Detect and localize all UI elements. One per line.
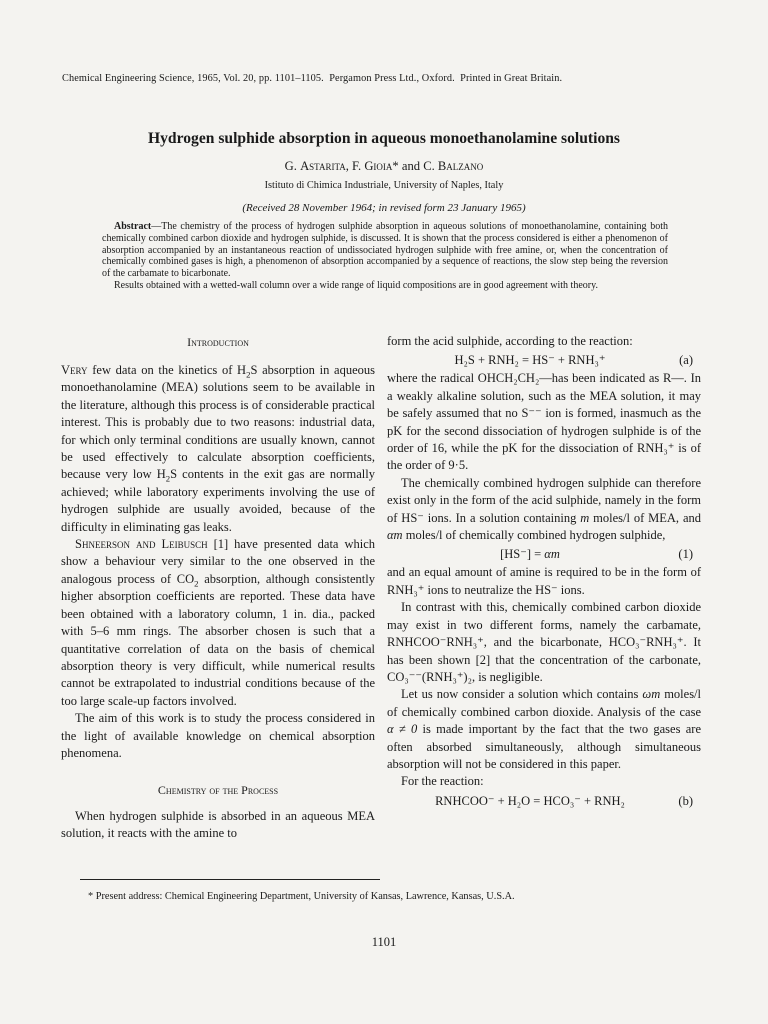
author-astarita: Astarita bbox=[300, 159, 346, 173]
intro-paragraph-3: The aim of this work is to study the process considered in the light of available knowledge on chemical absorption phenomena. bbox=[61, 711, 375, 760]
printed-in: Printed in Great Britain. bbox=[460, 73, 563, 84]
radical-paragraph: where the radical OHCH₂CH₂—has been indicated as R—. In a weakly alkaline solution, such as the MEA solution, it may be safely assumed that no S⁻⁻ ion is formed, inasmuch as the pK for the second dissociation of hydrogen sulphide is of the order of 16, while the pK for the dissociation of RNH₃⁺ is of the order of 9·5. bbox=[387, 371, 701, 473]
combined-co2-paragraph: Let us now consider a solution which contains ωm moles/l of chemically combined carbon dioxide. Analysis of the case α ≠ 0 is made important by the fact that the two gases are often absorbed simultaneously, although simultaneous absorption will not be considered in this paper. bbox=[387, 687, 701, 771]
author-balzano: Balzano bbox=[437, 159, 484, 173]
footnote: * Present address: Chemical Engineering Department, University of Kansas, Lawrence, Kansas, U.S.A. bbox=[88, 891, 515, 902]
intro-paragraph-1: Very few data on the kinetics of $H_2S$ absorption in aqueous monoethanolamine (MEA) solutions seem to be available in the literature, although this process is of considerable practical interest. This is probably due to two reasons: industrial data, for which only terminal conditions are usually known, cannot be used effectively to calculate absorption coefficients, because very low $H_2S$ contents in the exit gas are normally achieved; while laboratory experiments involving the use of hydrogen sulphide are usually avoided, because of the difficulty in eliminating gas leaks. bbox=[61, 363, 375, 534]
authors: G. Astarita, F. Gioia* and C. Balzano bbox=[284, 159, 484, 173]
equation-b-label: (b) bbox=[678, 793, 693, 808]
intro-paragraph-2: Shneerson and Leibusch [1] have presented data which show a behaviour very similar to the one observed in the analogous process of $CO_2$ absorption, although consistently higher absorption coefficients are reported. These data have been obtained with a laboratory column, 1 in. dia., packed with 5–6 mm rings. The absorber chosen is such that a quantitative correlation of data on the basis of chemical absorption theory is very difficult, while numerical results cannot be extrapolated to industrial conditions because of the too large scale-up factors involved. bbox=[61, 537, 376, 708]
publisher: Pergamon Press Ltd., Oxford. bbox=[329, 73, 455, 84]
received-dates: (Received 28 November 1964; in revised form 23 January 1965) bbox=[242, 202, 526, 214]
amine-paragraph: and an equal amount of amine is required to be in the form of RNH₃⁺ ions to neutralize the HS⁻ ions. bbox=[387, 565, 701, 597]
journal-citation: Chemical Engineering Science, 1965, Vol. 20, pp. 1101–1105. bbox=[62, 73, 324, 84]
affiliation: Istituto di Chimica Industriale, University of Naples, Italy bbox=[264, 180, 504, 191]
carbon-dioxide-paragraph: In contrast with this, chemically combined carbon dioxide may exist in two different forms, namely the carbamate, RNHCOO⁻RNH₃⁺, and the bicarbonate, HCO₃⁻RNH₃⁺. It has been shown [2] that the concentration of the carbonate, CO₃⁻⁻(RNH₃⁺)₂, is negligible. bbox=[387, 600, 701, 684]
footnote-marker: * bbox=[392, 159, 399, 173]
introduction-heading: Introduction bbox=[187, 335, 249, 349]
equation-1: [HS⁻] = αm (1) bbox=[387, 544, 701, 564]
abstract-body: Abstract—The chemistry of the process of hydrogen sulphide absorption in aqueous solutions of monoethanolamine, containing both chemically combined carbon dioxide and hydrogen sulphide, is discussed. It is shown that the process considered is either a phenomenon of absorption accompanied by an instantaneous reaction of undissociated hydrogen sulphide with free amine, or, when the concentration of chemically combined gases is high, a phenomenon of absorption accompanied by a sequence of reactions, the slow step being the reversion of the carbamate to bicarbonate. bbox=[102, 221, 668, 280]
footnote-rule bbox=[80, 879, 380, 880]
equation-a-label: (a) bbox=[679, 353, 693, 368]
equation-a: H₂S + RNH₂ = HS⁻ + RNH₃⁺ (a) bbox=[387, 350, 701, 370]
right-column bbox=[387, 333, 701, 811]
reaction-intro: form the acid sulphide, according to the reaction: bbox=[387, 334, 633, 348]
abstract-label: Abstract bbox=[114, 221, 152, 232]
abstract-results: Results obtained with a wetted-wall column over a wide range of liquid compositions are in good agreement with theory. bbox=[114, 279, 598, 291]
author-gioia: Gioia bbox=[364, 159, 393, 173]
equation-b: RNHCOO⁻ + H₂O = HCO₃⁻ + RNH₂ (b) bbox=[387, 791, 701, 811]
paper-title: Hydrogen sulphide absorption in aqueous monoethanolamine solutions bbox=[148, 130, 620, 147]
journal-header bbox=[62, 73, 712, 84]
chemistry-paragraph-1: When hydrogen sulphide is absorbed in an aqueous MEA solution, it reacts with the amine to bbox=[61, 808, 375, 841]
equation-1-label: (1) bbox=[678, 547, 693, 562]
reaction-b-intro: For the reaction: bbox=[401, 774, 484, 789]
abstract bbox=[102, 221, 668, 292]
page-number: 1101 bbox=[371, 935, 397, 949]
acid-sulphide-paragraph: The chemically combined hydrogen sulphide can therefore exist only in the form of the acid sulphide, namely in the form of HS⁻ ions. In a solution containing m moles/l of MEA, and αm moles/l of chemically combined hydrogen sulphide, bbox=[387, 475, 701, 543]
left-column bbox=[61, 335, 376, 843]
chemistry-heading: Chemistry of the Process bbox=[157, 783, 279, 798]
